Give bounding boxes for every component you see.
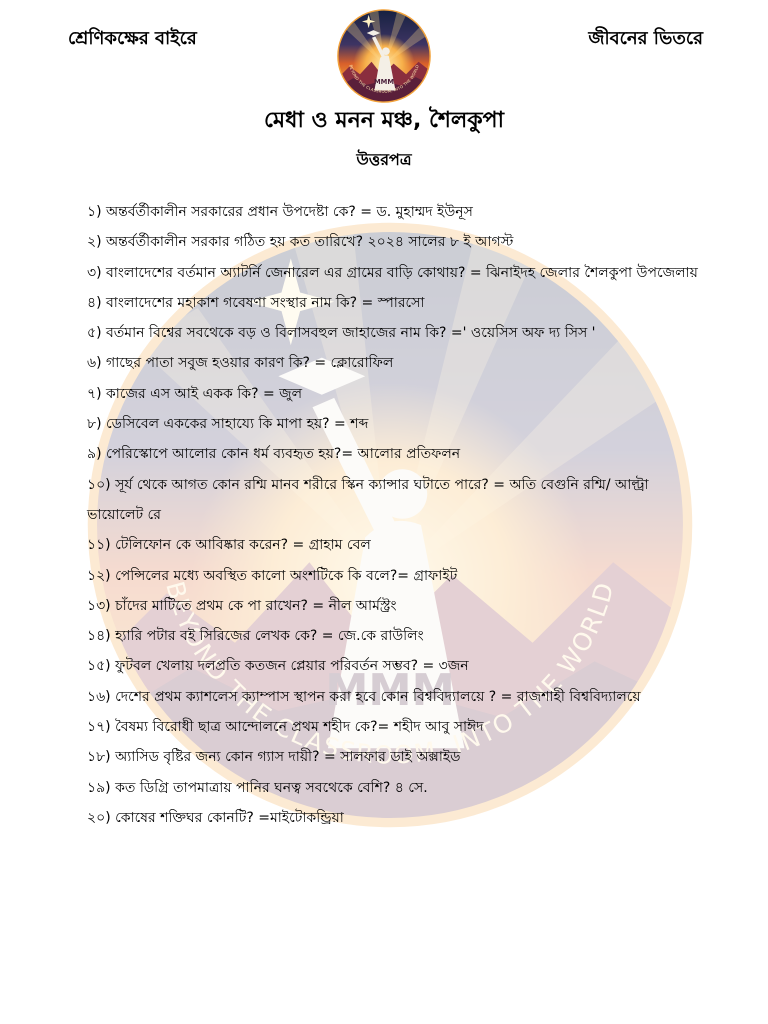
answer-item-17: ১৭) বৈষম্য বিরোধী ছাত্র আন্দোলনে প্রথম শহীদ কে?= শহীদ আবু সাঈদ bbox=[87, 719, 484, 736]
answer-item-8: ৮) ডেসিবেল এককের সাহায্যে কি মাপা হয়? = শব্দ bbox=[87, 416, 369, 433]
answer-item-11: ১১) টেলিফোন কে আবিষ্কার করেন? = গ্রাহাম বেল bbox=[87, 537, 371, 554]
answer-item-15: ১৫) ফুটবল খেলায় দলপ্রতি কতজন প্লেয়ার পরিবর্তন সম্ভব? = ৩জন bbox=[87, 658, 469, 675]
answer-item-9: ৯) পেরিস্কোপে আলোর কোন ধর্ম ব্যবহৃত হয়?= আলোর প্রতিফলন bbox=[87, 446, 461, 463]
page-title: মেধা ও মনন মঞ্চ, শৈলকুপা bbox=[264, 108, 504, 133]
header-left-slogan: শ্রেণিকক্ষের বাইরে bbox=[68, 28, 197, 49]
organization-logo bbox=[336, 8, 432, 104]
answer-list bbox=[87, 197, 707, 833]
answer-item-20: ২০) কোষের শক্তিঘর কোনটি? =মাইটোকন্ড্রিয়া bbox=[87, 809, 344, 826]
answer-item-18: ১৮) অ্যাসিড বৃষ্টির জন্য কোন গ্যাস দায়ী? = সালফার ডাই অক্সাইড bbox=[87, 749, 461, 766]
answer-item-7: ৭) কাজের এস আই একক কি? = জুল bbox=[87, 385, 303, 402]
answer-item-19: ১৯) কত ডিগ্রি তাপমাত্রায় পানির ঘনত্ব সবথেকে বেশি? ৪ সে. bbox=[87, 779, 428, 796]
answer-item-5: ৫) বর্তমান বিশ্বের সবথেকে বড় ও বিলাসবহুল জাহাজের নাম কি? =' ওয়েসিস অফ দ্য সিস ' bbox=[87, 325, 596, 342]
answer-item-4: ৪) বাংলাদেশের মহাকাশ গবেষণা সংস্থার নাম কি? = স্পারসো bbox=[87, 294, 425, 311]
page-subtitle: উত্তরপত্র bbox=[356, 150, 412, 169]
answer-item-2: ২) অন্তর্বর্তীকালীন সরকার গঠিত হয় কত তারিখে? ২০২৪ সালের ৮ ই আগস্ট bbox=[87, 234, 514, 251]
answer-item-16: ১৬) দেশের প্রথম ক্যাশলেস ক্যাম্পাস স্থাপন করা হবে কোন বিশ্ববিদ্যালয়ে ? = রাজশাহী বিশ্ববিদ্যালয়ে bbox=[87, 688, 641, 705]
answer-item-1: ১) অন্তর্বর্তীকালীন সরকারের প্রধান উপদেষ্টা কে? = ড. মুহাম্মদ ইউনূস bbox=[87, 204, 473, 220]
header-right-slogan: জীবনের ভিতরে bbox=[588, 28, 703, 49]
answer-item-10: ১০) সূর্য থেকে আগত কোন রশ্মি মানব শরীরে স্কিন ক্যান্সার ঘটাতে পারে? = অতি বেগুনি রশ্মি/ আল্ট্রা ভায়োলেট রে bbox=[87, 476, 649, 523]
answer-item-12: ১২) পেন্সিলের মধ্যে অবস্থিত কালো অংশটিকে কি বলে?= গ্রাফাইট bbox=[87, 567, 458, 584]
answer-item-3: ৩) বাংলাদেশের বর্তমান অ্যাটর্নি জেনারেল এর গ্রামের বাড়ি কোথায়? = ঝিনাইদহ জেলার শৈলকুপা উপজেলায় bbox=[87, 264, 698, 281]
answer-item-14: ১৪) হ্যারি পটার বই সিরিজের লেখক কে? = জে.কে রাউলিং bbox=[87, 628, 424, 645]
answer-item-6: ৬) গাছের পাতা সবুজ হওয়ার কারণ কি? = ক্লোরোফিল bbox=[87, 355, 394, 372]
answer-item-13: ১৩) চাঁদের মাটিতে প্রথম কে পা রাখেন? = নীল আর্মস্ট্রং bbox=[87, 597, 397, 614]
